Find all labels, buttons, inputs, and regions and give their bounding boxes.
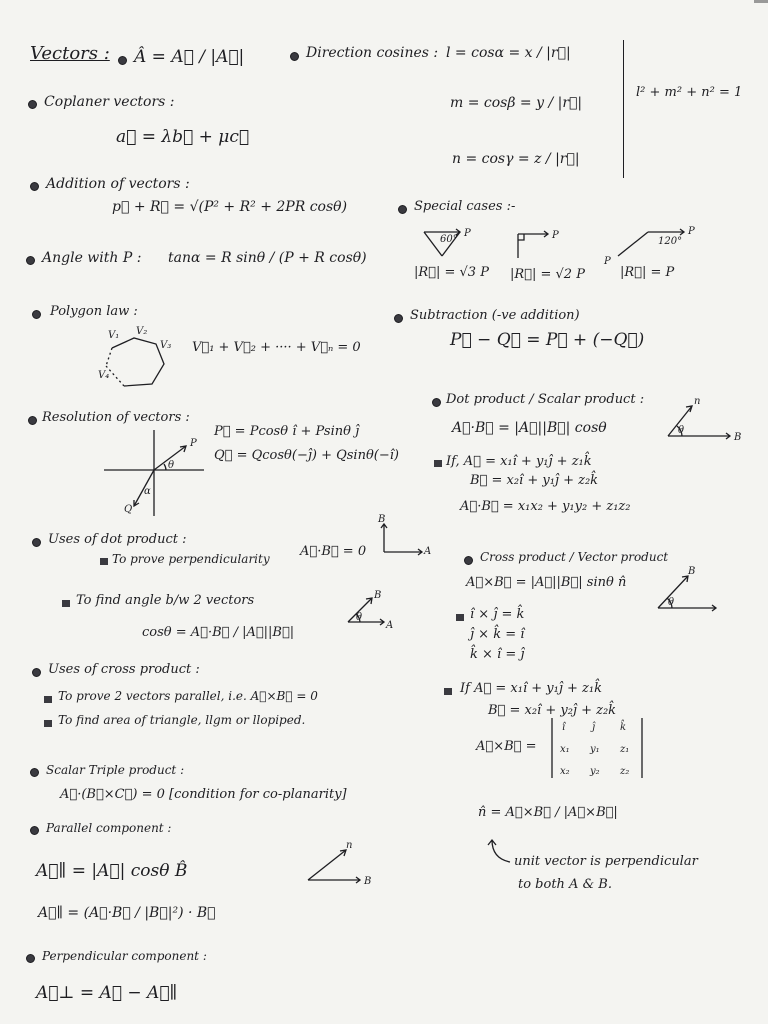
svg-text:B: B: [734, 432, 742, 443]
parallel-component-f2: A⃗∥ = (A⃗·B⃗ / |B⃗|²) · B⃗: [38, 905, 216, 921]
determinant-matrix: [548, 716, 648, 782]
unit-vector-formula: Â = A⃗ / |A⃗|: [134, 47, 245, 67]
bullet-icon: [32, 538, 41, 547]
angle-with-p-formula: tanα = R sinθ / (P + R cosθ): [168, 250, 367, 266]
bullet-icon: [26, 954, 35, 963]
parallel-component-label: Parallel component :: [46, 821, 172, 835]
uses-dot-item1: To prove perpendicularity: [112, 552, 270, 566]
svg-text:z₂: z₂: [620, 766, 630, 777]
special-case-120-figure: [604, 226, 704, 266]
svg-text:P: P: [190, 438, 197, 449]
perpendicular-component-label: Perpendicular component :: [42, 949, 207, 963]
bullet-icon: [290, 52, 299, 61]
bullet-icon: [398, 205, 407, 214]
resolution-label: Resolution of vectors :: [42, 410, 190, 425]
special-case-120-result: |R⃗| = P: [620, 265, 675, 280]
bullet-icon: [28, 100, 37, 109]
svg-text:B: B: [374, 590, 382, 601]
scalar-triple-formula: A⃗·(B⃗×C⃗) = 0 [condition for co-planarity]: [60, 787, 347, 802]
special-case-90-figure: [512, 228, 572, 264]
svg-text:y₂: y₂: [590, 766, 600, 777]
polygon-figure: [98, 328, 178, 398]
bullet-icon: [30, 826, 39, 835]
svg-text:z₁: z₁: [620, 744, 630, 755]
bullet-square-icon: [444, 688, 452, 695]
svg-text:120°: 120°: [658, 236, 683, 247]
bullet-icon: [32, 310, 41, 319]
coplanar-label: Coplaner vectors :: [44, 94, 175, 110]
svg-text:A: A: [386, 620, 394, 631]
bullet-square-icon: [456, 614, 464, 621]
dot-product-if-a: If, A⃗ = x₁î + y₁ĵ + z₁k̂: [446, 454, 592, 469]
page-edge-mark: [754, 0, 768, 3]
direction-cosines-label: Direction cosines :: [306, 45, 439, 61]
cross-product-formula: A⃗×B⃗ = |A⃗||B⃗| sinθ n̂: [466, 575, 627, 590]
uses-dot-item2-formula: cosθ = A⃗·B⃗ / |A⃗||B⃗|: [142, 625, 295, 640]
parallel-component-f1: A⃗∥ = |A⃗| cosθ B̂: [36, 861, 188, 881]
svg-text:k̂: k̂: [620, 722, 627, 733]
scalar-triple-label: Scalar Triple product :: [46, 763, 185, 777]
angle-between-figure: [344, 592, 404, 634]
svg-text:V₄: V₄: [98, 370, 110, 381]
cross-jxk: ĵ × k̂ = î: [470, 627, 525, 642]
cross-b: B⃗ = x₂î + y₂ĵ + z₂k̂: [488, 703, 617, 718]
direction-cosine-n: n = cosγ = z / |r⃗|: [452, 151, 580, 167]
uses-cross-label: Uses of cross product :: [48, 662, 200, 677]
bullet-square-icon: [100, 558, 108, 565]
polygon-law-formula: V⃗₁ + V⃗₂ + ···· + V⃗ₙ = 0: [192, 340, 361, 355]
svg-text:θ: θ: [678, 425, 685, 436]
uses-cross-item1: To prove 2 vectors parallel, i.e. A⃗×B⃗ = 0: [58, 689, 318, 703]
bullet-square-icon: [44, 696, 52, 703]
special-case-60-result: |R⃗| = √3 P: [414, 265, 489, 280]
special-case-60-figure: [420, 228, 480, 264]
perpendicular-figure: [378, 514, 432, 560]
special-case-90-result: |R⃗| = √2 P: [510, 267, 585, 282]
dot-product-label: Dot product / Scalar product :: [446, 392, 645, 407]
svg-text:Q: Q: [124, 504, 133, 515]
svg-text:n: n: [694, 396, 701, 407]
svg-text:B: B: [688, 566, 696, 577]
dot-product-formula: A⃗·B⃗ = |A⃗||B⃗| cosθ: [452, 420, 607, 436]
svg-text:60°: 60°: [440, 234, 458, 245]
uses-dot-item2: To find angle b/w 2 vectors: [76, 593, 255, 608]
uses-dot-item1-formula: A⃗·B⃗ = 0: [300, 544, 367, 559]
cross-product-figure: [654, 568, 728, 614]
svg-text:î: î: [562, 722, 566, 733]
svg-text:V₂: V₂: [136, 326, 148, 337]
svg-text:n: n: [346, 840, 353, 851]
divider-line: [623, 40, 624, 178]
svg-text:x₂: x₂: [560, 766, 570, 777]
determinant-lhs: A⃗×B⃗ =: [476, 739, 537, 754]
bullet-square-icon: [62, 600, 70, 607]
svg-text:A: A: [424, 546, 432, 557]
upward-arrow-icon: [486, 836, 516, 866]
bullet-icon: [118, 56, 127, 65]
bullet-square-icon: [44, 720, 52, 727]
resolution-p: P⃗ = Pcosθ î + Psinθ ĵ: [214, 424, 360, 439]
direction-cosine-l: l = cosα = x / |r⃗|: [446, 45, 571, 61]
svg-text:P: P: [604, 256, 611, 267]
cross-ixj: î × ĵ = k̂: [470, 607, 525, 622]
svg-text:y₁: y₁: [590, 744, 600, 755]
bullet-icon: [30, 182, 39, 191]
uses-cross-item2: To find area of triangle, llgm or llopiped.: [58, 713, 306, 727]
uses-dot-label: Uses of dot product :: [48, 532, 187, 547]
svg-text:θ: θ: [356, 612, 363, 623]
polygon-law-label: Polygon law :: [50, 304, 138, 319]
bullet-square-icon: [434, 460, 442, 467]
bullet-icon: [32, 668, 41, 677]
svg-text:P: P: [464, 228, 471, 239]
cross-kxi: k̂ × î = ĵ: [470, 647, 525, 662]
coplanar-formula: a⃗ = λb⃗ + μc⃗: [116, 127, 250, 147]
svg-text:θ: θ: [668, 597, 675, 608]
addition-label: Addition of vectors :: [46, 176, 190, 192]
special-cases-label: Special cases :-: [414, 199, 516, 214]
bullet-icon: [464, 556, 473, 565]
perpendicular-component-formula: A⃗⊥ = A⃗ − A⃗∥: [36, 983, 178, 1003]
addition-formula: p⃗ + R⃗ = √(P² + R² + 2PR cosθ): [112, 199, 348, 215]
parallel-component-figure: [304, 842, 380, 888]
dot-product-figure: [664, 398, 748, 444]
resolution-figure: [104, 430, 214, 516]
svg-text:P: P: [688, 226, 695, 237]
bullet-icon: [26, 256, 35, 265]
svg-text:θ: θ: [168, 460, 175, 471]
unit-vector-note-line2: to both A & B.: [518, 877, 612, 892]
svg-text:ĵ: ĵ: [592, 722, 596, 733]
cross-product-label: Cross product / Vector product: [480, 550, 669, 564]
resolution-q: Q⃗ = Qcosθ(−ĵ) + Qsinθ(−î): [214, 448, 399, 463]
bullet-icon: [394, 314, 403, 323]
bullet-icon: [432, 398, 441, 407]
subtraction-formula: P⃗ − Q⃗ = P⃗ + (−Q⃗): [450, 330, 645, 350]
cross-if-a: If A⃗ = x₁î + y₁ĵ + z₁k̂: [460, 681, 602, 696]
svg-text:α: α: [144, 486, 151, 497]
svg-text:V₁: V₁: [108, 330, 120, 341]
subtraction-label: Subtraction (-ve addition): [410, 308, 580, 323]
unit-normal-formula: n̂ = A⃗×B⃗ / |A⃗×B⃗|: [478, 805, 618, 820]
page-title: Vectors :: [30, 43, 110, 64]
dot-product-b: B⃗ = x₂î + y₁ĵ + z₂k̂: [470, 473, 599, 488]
svg-text:P: P: [552, 230, 559, 241]
direction-cosine-m: m = cosβ = y / |r⃗|: [450, 95, 583, 111]
unit-vector-note-line1: unit vector is perpendicular: [514, 854, 698, 869]
svg-text:x₁: x₁: [560, 744, 570, 755]
dot-product-result: A⃗·B⃗ = x₁x₂ + y₁y₂ + z₁z₂: [460, 499, 631, 514]
bullet-icon: [28, 416, 37, 425]
angle-with-p-label: Angle with P :: [42, 250, 142, 266]
bullet-icon: [30, 768, 39, 777]
svg-text:V₃: V₃: [160, 340, 172, 351]
svg-text:B: B: [364, 876, 372, 887]
direction-cosine-identity: l² + m² + n² = 1: [636, 85, 743, 100]
svg-text:B: B: [378, 514, 386, 525]
